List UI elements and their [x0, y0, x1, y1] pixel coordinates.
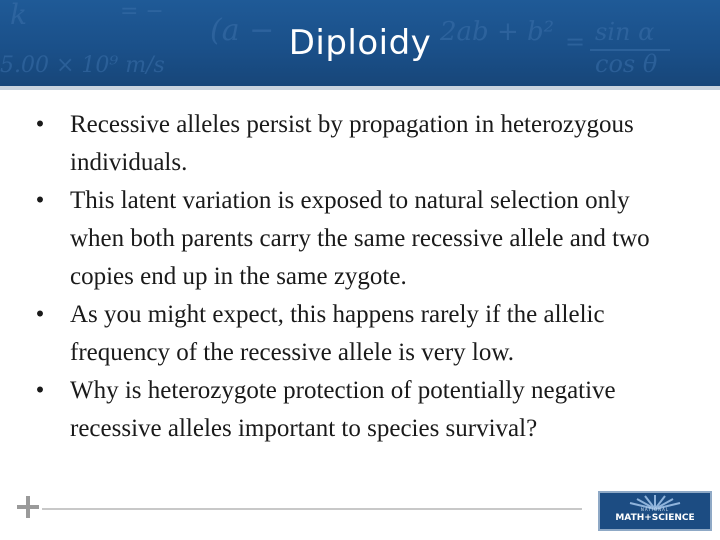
- plus-icon: [15, 494, 41, 520]
- bullet-dot: •: [35, 301, 45, 328]
- svg-text:= −: = −: [120, 0, 164, 24]
- national-math-science-logo: [598, 491, 712, 531]
- header-divider: [0, 86, 720, 90]
- svg-text:2ab + b²: 2ab + b²: [440, 17, 555, 47]
- logo-small-text: NATIONAL: [640, 507, 670, 512]
- svg-text:5.00 × 10⁹ m/s: 5.00 × 10⁹ m/s: [0, 53, 165, 78]
- bullet-dot: •: [35, 377, 45, 404]
- svg-text:cos θ: cos θ: [595, 50, 658, 78]
- bullet-text: As you might expect, this happens rarely if the allelic frequency of the recessive allele is very low.: [70, 301, 605, 366]
- bullet-text: Recessive alleles persist by propagation in heterozygous individuals.: [70, 111, 634, 176]
- bullet-dot: •: [35, 187, 45, 214]
- svg-text:sin α: sin α: [595, 18, 655, 46]
- title-banner: [0, 0, 720, 86]
- bullet-item: [28, 296, 668, 372]
- bullet-item: [28, 372, 668, 448]
- footer-divider: [42, 508, 582, 510]
- bullet-list: [28, 106, 668, 448]
- bullet-item: [28, 182, 668, 296]
- logo-main-text: MATH+SCIENCE: [615, 513, 695, 523]
- slide-title: Diploidy: [288, 23, 432, 63]
- bullet-text: This latent variation is exposed to natural selection only when both parents carry the same recessive allele and two copies end up in the same zygote.: [70, 187, 650, 290]
- bullet-dot: •: [35, 111, 45, 138]
- bullet-text: Why is heterozygote protection of potentially negative recessive alleles important to species survival?: [70, 377, 616, 442]
- bullet-item: [28, 106, 668, 182]
- svg-text:(a −: (a −: [210, 13, 275, 48]
- svg-text:k: k: [10, 0, 27, 31]
- svg-text:=: =: [565, 28, 586, 56]
